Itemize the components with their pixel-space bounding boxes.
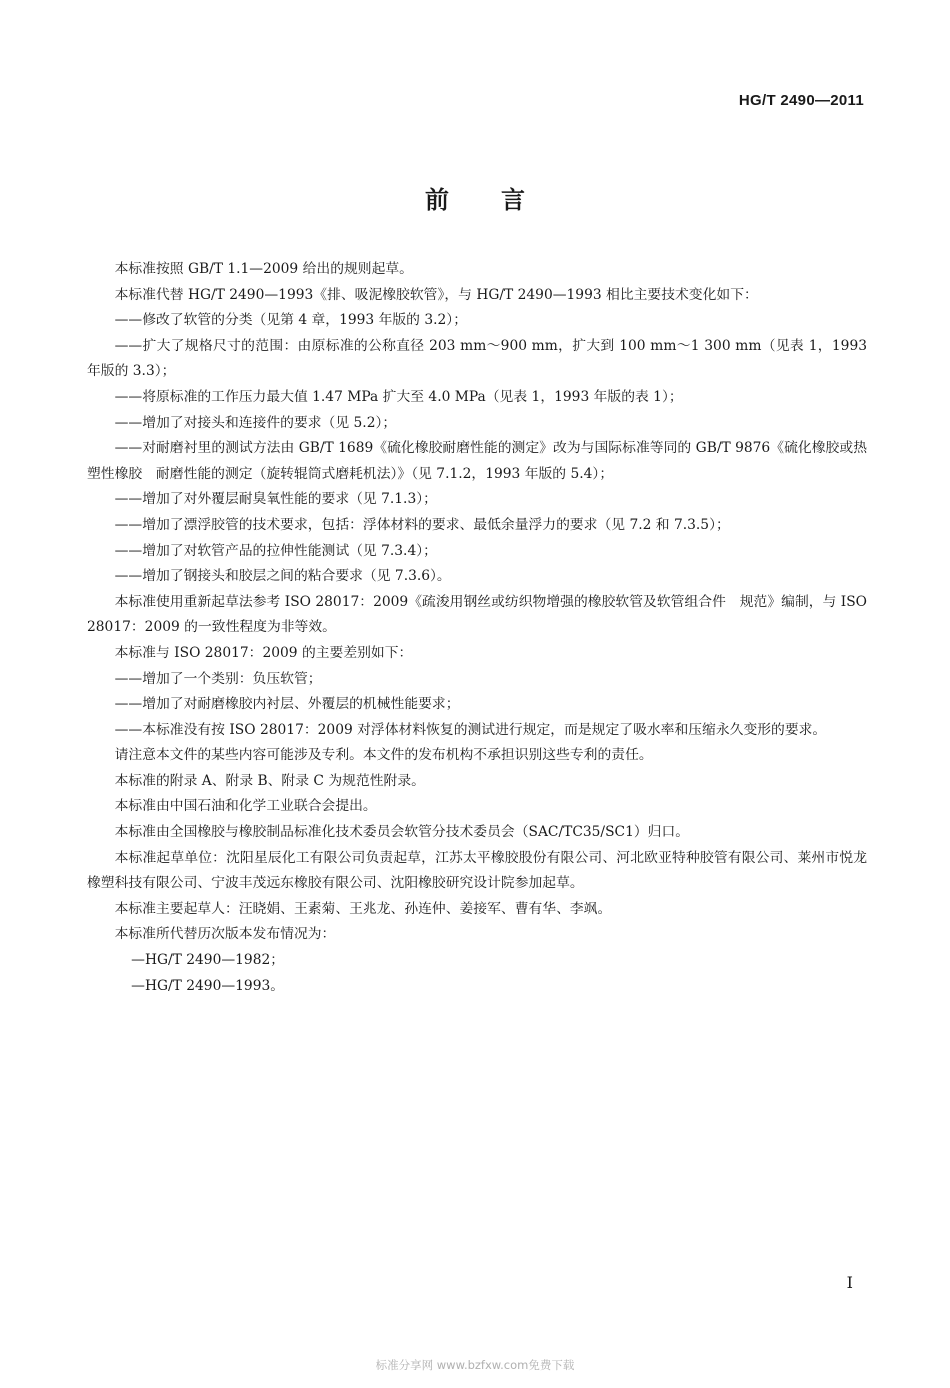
standard-code: HG/T 2490—2011 xyxy=(738,92,864,109)
paragraph: 本标准由中国石油和化学工业联合会提出。 xyxy=(114,798,377,815)
list-item: ——增加了对耐磨橡胶内衬层、外覆层的机械性能要求； xyxy=(114,696,460,713)
history-item: —HG/T 2490—1993。 xyxy=(131,977,285,994)
paragraph: 本标准的附录 A、附录 B、附录 C 为规范性附录。 xyxy=(114,772,425,789)
foreword-body xyxy=(87,257,867,999)
paragraph: 本标准由全国橡胶与橡胶制品标准化技术委员会软管分技术委员会（SAC/TC35/SC1）归口。 xyxy=(114,824,690,841)
list-item: ——增加了漂浮胶管的技术要求，包括：浮体材料的要求、最低余量浮力的要求（见 7.2 和 7.3.5）； xyxy=(114,516,730,533)
watermark: 标准分享网 www.bzfxw.com免费下载 xyxy=(375,1358,575,1372)
list-item: ——将原标准的工作压力最大值 1.47 MPa 扩大至 4.0 MPa（见表 1，1993 年版的表 1）； xyxy=(114,388,683,405)
paragraph: 本标准主要起草人：汪晓娟、王素菊、王兆龙、孙连仲、姜接军、曹有华、李飒。 xyxy=(114,900,612,917)
list-item: ——修改了软管的分类（见第 4 章，1993 年版的 3.2）； xyxy=(114,312,468,329)
page-number: I xyxy=(846,1273,853,1292)
list-item: ——扩大了规格尺寸的范围：由原标准的公称直径 203 mm～900 mm，扩大到 100 mm～1 300 mm（见表 1，1993 年版的 3.3）； xyxy=(87,337,867,380)
page-title: 前言 xyxy=(425,186,577,214)
paragraph: 本标准起草单位：沈阳星辰化工有限公司负责起草，江苏太平橡胶股份有限公司、河北欧亚特种胶管有限公司、莱州市悦龙橡塑科技有限公司、宁波丰茂远东橡胶有限公司、沈阳橡胶研究设计院参加起草。 xyxy=(87,849,867,892)
paragraph: 本标准按照 GB/T 1.1—2009 给出的规则起草。 xyxy=(114,261,413,277)
list-item: ——增加了对接头和连接件的要求（见 5.2）； xyxy=(114,414,397,431)
list-item: ——增加了对外覆层耐臭氧性能的要求（见 7.1.3）； xyxy=(114,491,437,508)
paragraph: 本标准代替 HG/T 2490—1993《排、吸泥橡胶软管》，与 HG/T 2490—1993 相比主要技术变化如下： xyxy=(114,286,758,303)
paragraph: 本标准所代替历次版本发布情况为： xyxy=(114,926,336,943)
paragraph: 本标准与 ISO 28017：2009 的主要差别如下： xyxy=(114,644,413,661)
list-item: ——增加了对软管产品的拉伸性能测试（见 7.3.4）； xyxy=(114,542,437,559)
paragraph: 请注意本文件的某些内容可能涉及专利。本文件的发布机构不承担识别这些专利的责任。 xyxy=(114,747,653,764)
list-item: ——增加了钢接头和胶层之间的粘合要求（见 7.3.6）。 xyxy=(114,568,451,585)
paragraph: 本标准使用重新起草法参考 ISO 28017：2009《疏浚用钢丝或纺织物增强的橡胶软管及软管组合件 规范》编制，与 ISO 28017：2009 的一致性程度为非等效。 xyxy=(87,593,867,636)
list-item: ——对耐磨衬里的测试方法由 GB/T 1689《硫化橡胶耐磨性能的测定》改为与国际标准等同的 GB/T 9876《硫化橡胶或热塑性橡胶 耐磨性能的测定（旋转辊筒式磨耗机法）》（见 7.1.2，1993 年版的 5.4）； xyxy=(87,440,867,482)
list-item: ——本标准没有按 ISO 28017：2009 对浮体材料恢复的测试进行规定，而是规定了吸水率和压缩永久变形的要求。 xyxy=(114,721,827,738)
history-item: —HG/T 2490—1982； xyxy=(131,952,285,969)
list-item: ——增加了一个类别：负压软管； xyxy=(114,670,322,687)
